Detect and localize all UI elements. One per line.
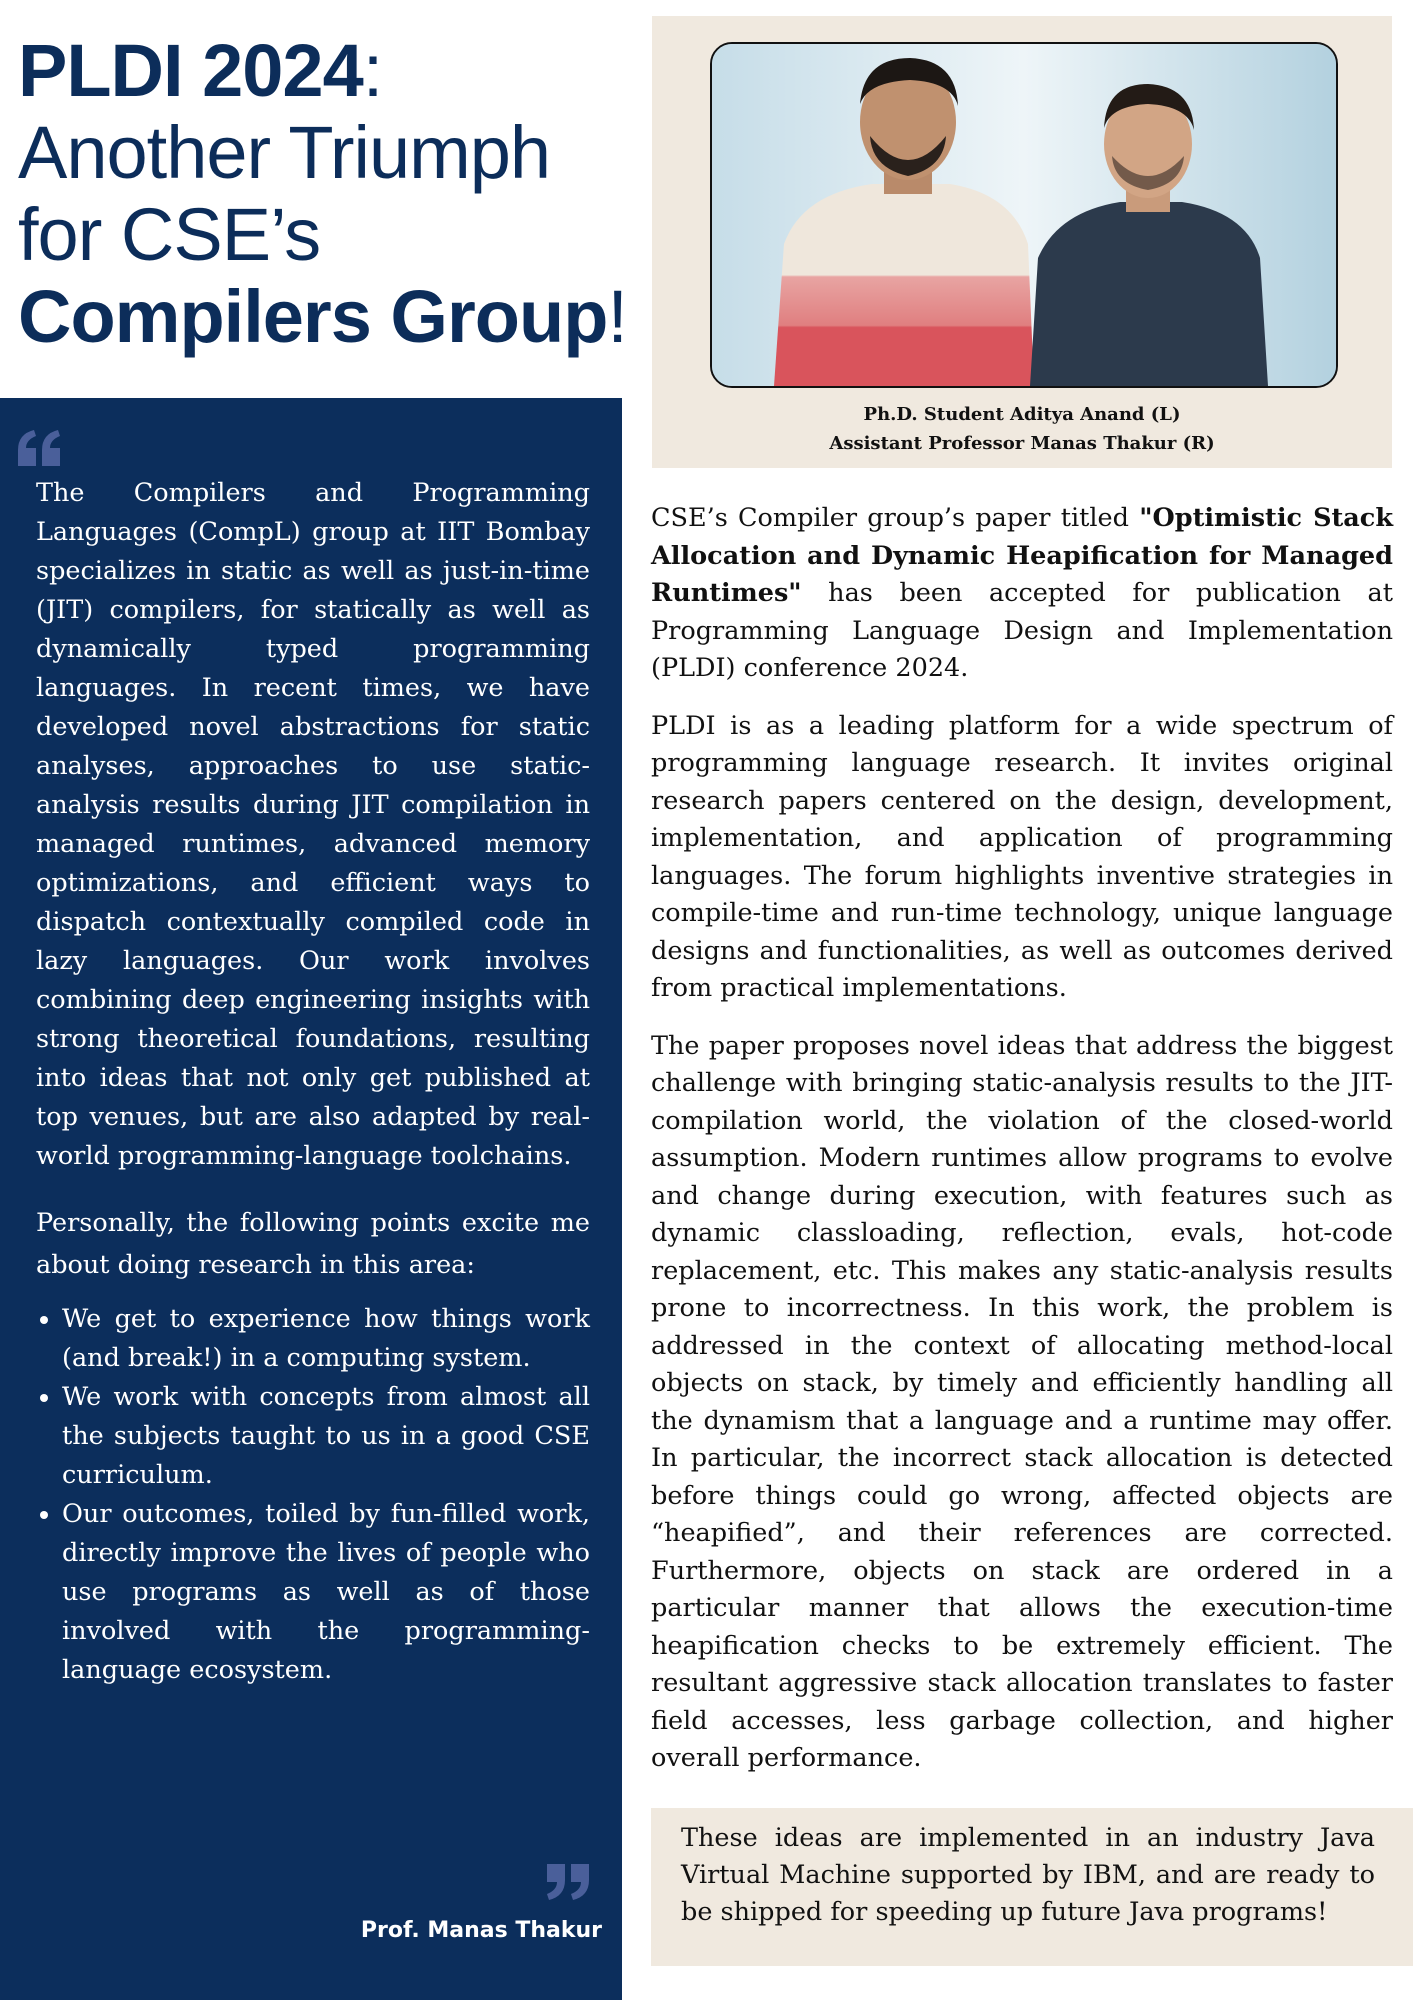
quote-open-icon (16, 428, 64, 468)
highlight-text: These ideas are implemented in an industry Java Virtual Machine supported by IBM, and are ready to be shipped for speeding up future Java programs! (681, 1823, 1375, 1927)
page-title (18, 30, 638, 358)
caption-line-2: Assistant Professor Manas Thakur (R) (829, 433, 1215, 454)
signature: Prof. Manas Thakur (360, 1918, 602, 1943)
photo-two-researchers (710, 42, 1338, 388)
article-paragraph-3: The paper proposes novel ideas that address the biggest challenge with bringing static-analysis results to the JIT-compilation world, the violation of the closed-world assumption. Modern runtimes allow programs to evolve and change during execution, with features such as dynamic classloading, reflection, evals, hot-code replacement, etc. This makes any static-analysis results prone to incorrectness. In this work, the problem is addressed in the context of allocating method-local objects on stack, by timely and efficiently handling all the dynamism that a language and a runtime may offer. In particular, the incorrect stack allocation is detected before things could go wrong, affected objects are “heapified”, and their references are corrected. Furthermore, objects on stack are ordered in a particular manner that allows the execution-time heapification checks to be extremely efficient. The resultant aggressive stack allocation translates to faster field accesses, less garbage collection, and higher overall performance. (651, 1030, 1393, 1773)
photo-caption (652, 400, 1392, 458)
quote-close-icon (543, 1862, 591, 1902)
title-line-2: Another Triumph (18, 111, 551, 194)
list-item: • Our outcomes, toiled by fun-filled work, directly improve the lives of people who use programs as well as of those involved with the programming-language ecosystem. (62, 1495, 590, 1690)
highlight-box (651, 1808, 1413, 1966)
list-item: • We work with concepts from almost all the subjects taught to us in a good CSE curriculum. (62, 1378, 590, 1495)
photo-section (652, 16, 1392, 468)
lead-paragraph: Personally, the following points excite me about doing research in this area: (36, 1208, 590, 1280)
quote-text (36, 474, 590, 1690)
article-paragraph-1: CSE’s Compiler group’s paper titled "Optimistic Stack Allocation and Dynamic Heapification for Managed Runtimes" has been accepted for publication at Programming Language Design and Implementation (PLDI) conference 2024. (651, 503, 1393, 683)
title-line-4: Compilers Group! (18, 275, 627, 358)
intro-paragraph: The Compilers and Programming Languages (CompL) group at IIT Bombay specializes in static as well as just-in-time (JIT) compilers, for statically as well as dynamically typed programming languages. In recent times, we have developed novel abstractions for static analyses, approaches to use static-analysis results during JIT compilation in managed runtimes, advanced memory optimizations, and efficient ways to dispatch contextually compiled code in lazy languages. Our work involves combining deep engineering insights with strong theoretical foundations, resulting into ideas that not only get published at top venues, but are also adapted by real-world programming-language toolchains. (36, 478, 590, 1171)
quote-panel (0, 398, 622, 2000)
title-line-3: for CSE’s (18, 193, 321, 276)
article-paragraph-2: PLDI is as a leading platform for a wide spectrum of programming language research. It invites original research papers centered on the design, development, implementation, and application of programming languages. The forum highlights inventive strategies in compile-time and run-time technology, unique language designs and functionalities, as well as outcomes derived from practical implementations. (651, 710, 1393, 1003)
points-list (36, 1300, 590, 1690)
paper-title: "Optimistic Stack Allocation and Dynamic Heapification for Managed Runtimes" (651, 503, 1393, 608)
caption-line-1: Ph.D. Student Aditya Anand (L) (863, 404, 1181, 425)
list-item: • We get to experience how things work (and break!) in a computing system. (62, 1300, 590, 1378)
title-line-1: PLDI 2024: (18, 29, 383, 112)
article-body (651, 500, 1393, 1798)
photo-illustration (712, 44, 1336, 386)
